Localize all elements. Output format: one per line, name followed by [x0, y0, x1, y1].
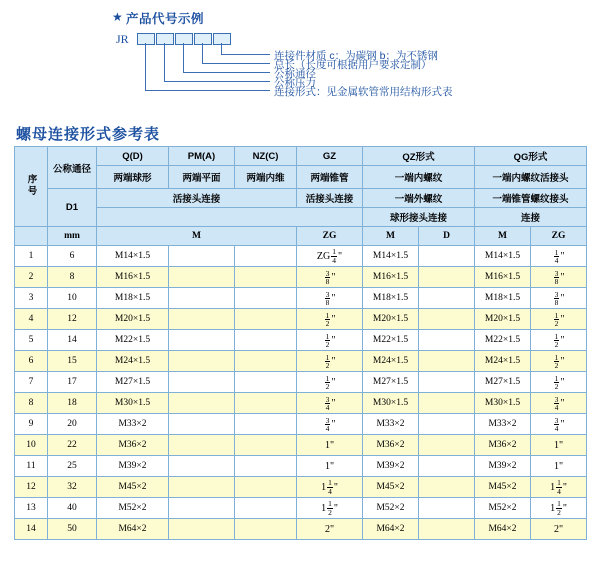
cell-qz-d: [419, 435, 475, 456]
spec-table: [14, 146, 587, 540]
cell-qz-d: [419, 414, 475, 435]
cell-pm: [169, 477, 235, 498]
cell-qg-m: M39×2: [475, 456, 531, 477]
cell-qz-m: M52×2: [363, 498, 419, 519]
cell-gz: 1": [297, 435, 363, 456]
cell-seq: 5: [15, 330, 48, 351]
cell-nz: [235, 456, 297, 477]
table-title: 螺母连接形式参考表: [16, 126, 161, 143]
cell-dn: 40: [48, 498, 97, 519]
cell-seq: 12: [15, 477, 48, 498]
cell-dn: 12: [48, 309, 97, 330]
cell-qz-m: M20×1.5: [363, 309, 419, 330]
head-row-sub: [15, 189, 587, 208]
cell-seq: 3: [15, 288, 48, 309]
cell-dn: 14: [48, 330, 97, 351]
cell-seq: 8: [15, 393, 48, 414]
cell-q: M33×2: [97, 414, 169, 435]
leader-line-v3: [183, 43, 184, 72]
table-row: [15, 267, 587, 288]
cell-gz: $\frac{1}{2}$ ": [297, 309, 363, 330]
cell-qz-d: [419, 288, 475, 309]
cell-qg-zg: $\frac{1}{2}$ ": [531, 372, 587, 393]
cell-nz: [235, 477, 297, 498]
cell-qz-m: M14×1.5: [363, 246, 419, 267]
cell-qg-zg: $\frac{3}{4}$ ": [531, 393, 587, 414]
cell-nz: [235, 414, 297, 435]
cell-qz-m: M27×1.5: [363, 372, 419, 393]
cell-pm: [169, 414, 235, 435]
cell-seq: 6: [15, 351, 48, 372]
cell-q: M45×2: [97, 477, 169, 498]
cell-qz-m: M45×2: [363, 477, 419, 498]
cell-qz-m: M18×1.5: [363, 288, 419, 309]
cell-qg-m: M27×1.5: [475, 372, 531, 393]
cell-qg-m: M30×1.5: [475, 393, 531, 414]
cell-gz: $\frac{1}{2}$ ": [297, 351, 363, 372]
cell-pm: [169, 519, 235, 540]
cell-qg-zg: $\frac{1}{2}$ ": [531, 351, 587, 372]
th-code-q: Q(D): [97, 147, 169, 166]
table-row: [15, 435, 587, 456]
cell-dn: 8: [48, 267, 97, 288]
cell-dn: 17: [48, 372, 97, 393]
cell-pm: [169, 330, 235, 351]
cell-qg-zg: $\frac{3}{4}$ ": [531, 414, 587, 435]
cell-qg-m: M22×1.5: [475, 330, 531, 351]
cell-nz: [235, 288, 297, 309]
th-code-gz: GZ: [297, 147, 363, 166]
cell-dn: 6: [48, 246, 97, 267]
cell-qg-m: M14×1.5: [475, 246, 531, 267]
th-desc-gz: 两端锥管: [297, 166, 363, 189]
table-row: [15, 519, 587, 540]
cell-dn: 20: [48, 414, 97, 435]
cell-gz: 2": [297, 519, 363, 540]
cell-gz: $\frac{1}{2}$ ": [297, 372, 363, 393]
th-sub-qg: 连接: [475, 208, 587, 227]
cell-seq: 9: [15, 414, 48, 435]
th-code-pm: PM(A): [169, 147, 235, 166]
cell-qz-d: [419, 351, 475, 372]
cell-q: M36×2: [97, 435, 169, 456]
leader-line-v2: [164, 43, 165, 81]
cell-nz: [235, 498, 297, 519]
cell-q: M18×1.5: [97, 288, 169, 309]
cell-qz-m: M39×2: [363, 456, 419, 477]
th-desc-qg-2: 一端锥管螺纹接头: [475, 189, 587, 208]
head-row-code: [15, 147, 587, 166]
cell-dn: 32: [48, 477, 97, 498]
th-code-nz: NZ(C): [235, 147, 297, 166]
cell-q: M16×1.5: [97, 267, 169, 288]
table-row: [15, 498, 587, 519]
th-code-qz: QZ形式: [363, 147, 475, 166]
cell-dn: 50: [48, 519, 97, 540]
cell-nz: [235, 435, 297, 456]
cell-gz: 1": [297, 456, 363, 477]
cell-qg-m: M20×1.5: [475, 309, 531, 330]
table-row: [15, 372, 587, 393]
th-d1: D1: [48, 189, 97, 227]
table-row: [15, 456, 587, 477]
cell-qz-m: M36×2: [363, 435, 419, 456]
leader-line-h1: [145, 90, 270, 91]
cell-dn: 10: [48, 288, 97, 309]
cell-nz: [235, 372, 297, 393]
leader-line-h4: [202, 63, 270, 64]
cell-nz: [235, 267, 297, 288]
cell-qz-m: M22×1.5: [363, 330, 419, 351]
star-icon: ★: [112, 10, 123, 24]
leader-line-h5: [221, 54, 270, 55]
th-unit-qg-m: M: [475, 227, 531, 246]
cell-pm: [169, 246, 235, 267]
cell-qz-d: [419, 498, 475, 519]
code-box-1: [137, 33, 155, 45]
cell-gz: 1 $\frac{1}{4}$ ": [297, 477, 363, 498]
cell-pm: [169, 498, 235, 519]
cell-qg-zg: $\frac{1}{2}$ ": [531, 330, 587, 351]
th-dn: 公称通径: [48, 147, 97, 189]
cell-dn: 25: [48, 456, 97, 477]
cell-seq: 7: [15, 372, 48, 393]
cell-nz: [235, 393, 297, 414]
cell-q: M14×1.5: [97, 246, 169, 267]
cell-gz: 1 $\frac{1}{2}$ ": [297, 498, 363, 519]
cell-qg-zg: 1": [531, 435, 587, 456]
cell-pm: [169, 435, 235, 456]
legend-diameter: 公称通径: [274, 68, 316, 80]
cell-seq: 1: [15, 246, 48, 267]
cell-seq: 14: [15, 519, 48, 540]
th-desc-q: 两端球形: [97, 166, 169, 189]
legend-pressure: 公称压力: [274, 77, 316, 89]
th-desc-pm: 两端平面: [169, 166, 235, 189]
th-desc-nz: 两端内维: [235, 166, 297, 189]
code-box-4: [194, 33, 212, 45]
legend-length: 总长（长度可根据用户要求定制）: [274, 59, 432, 71]
cell-seq: 4: [15, 309, 48, 330]
th-code-qg: QG形式: [475, 147, 587, 166]
code-box-2: [156, 33, 174, 45]
cell-qz-d: [419, 372, 475, 393]
cell-dn: 15: [48, 351, 97, 372]
cell-gz: $\frac{1}{2}$ ": [297, 330, 363, 351]
cell-qz-m: M64×2: [363, 519, 419, 540]
table-body: [15, 246, 587, 540]
leader-line-v1: [145, 43, 146, 90]
cell-qg-zg: $\frac{1}{2}$ ": [531, 309, 587, 330]
cell-qg-m: M24×1.5: [475, 351, 531, 372]
cell-qz-d: [419, 519, 475, 540]
cell-qz-d: [419, 330, 475, 351]
leader-line-h2: [164, 81, 270, 82]
legend-material: 连接件材质 c：为碳钢 b：为不锈钢: [274, 50, 438, 62]
cell-qg-zg: 1 $\frac{1}{4}$ ": [531, 477, 587, 498]
cell-qg-m: M45×2: [475, 477, 531, 498]
head-row-desc: [15, 166, 587, 189]
cell-gz: $\frac{3}{4}$ ": [297, 414, 363, 435]
legend-connection: 连接形式：见金属软管常用结构形式表: [274, 86, 453, 98]
cell-pm: [169, 372, 235, 393]
leader-line-v5: [221, 43, 222, 54]
cell-q: M22×1.5: [97, 330, 169, 351]
cell-qg-m: M36×2: [475, 435, 531, 456]
table-head: [15, 147, 587, 246]
code-box-5: [213, 33, 231, 45]
cell-pm: [169, 267, 235, 288]
th-unit-qg-zg: ZG: [531, 227, 587, 246]
cell-q: M20×1.5: [97, 309, 169, 330]
cell-q: M24×1.5: [97, 351, 169, 372]
th-sub-activejoint: 活接头连接: [97, 189, 297, 208]
cell-pm: [169, 393, 235, 414]
cell-qz-m: M16×1.5: [363, 267, 419, 288]
th-unit-seq: [15, 227, 48, 246]
diagram-title: 产品代号示例: [126, 12, 205, 26]
th-desc-qg: 一端内螺纹活接头: [475, 166, 587, 189]
leader-line-v4: [202, 43, 203, 63]
table-row: [15, 330, 587, 351]
table-row: [15, 309, 587, 330]
cell-gz: $\frac{3}{8}$ ": [297, 288, 363, 309]
cell-seq: 10: [15, 435, 48, 456]
cell-pm: [169, 351, 235, 372]
cell-qz-d: [419, 456, 475, 477]
cell-qg-zg: 1": [531, 456, 587, 477]
cell-dn: 18: [48, 393, 97, 414]
cell-qg-m: M64×2: [475, 519, 531, 540]
cell-qg-m: M16×1.5: [475, 267, 531, 288]
cell-q: M27×1.5: [97, 372, 169, 393]
cell-qg-m: M52×2: [475, 498, 531, 519]
cell-seq: 13: [15, 498, 48, 519]
cell-gz: $\frac{3}{4}$ ": [297, 393, 363, 414]
cell-nz: [235, 519, 297, 540]
table-row: [15, 477, 587, 498]
code-box-3: [175, 33, 193, 45]
th-unit-qz-m: M: [363, 227, 419, 246]
cell-pm: [169, 288, 235, 309]
th-blank-sub: [97, 208, 363, 227]
head-row-sub2: [15, 208, 587, 227]
cell-qg-m: M18×1.5: [475, 288, 531, 309]
cell-q: M64×2: [97, 519, 169, 540]
th-unit-qz-d: D: [419, 227, 475, 246]
cell-q: M30×1.5: [97, 393, 169, 414]
cell-qz-m: M30×1.5: [363, 393, 419, 414]
cell-qg-zg: 2": [531, 519, 587, 540]
cell-qg-zg: $\frac{3}{8}$ ": [531, 288, 587, 309]
table-row: [15, 351, 587, 372]
table-row: [15, 393, 587, 414]
cell-qz-d: [419, 309, 475, 330]
th-desc-qz: 一端内螺纹: [363, 166, 475, 189]
cell-qz-d: [419, 393, 475, 414]
cell-nz: [235, 309, 297, 330]
th-seq: 序号: [15, 147, 48, 227]
cell-seq: 2: [15, 267, 48, 288]
head-row-unit: [15, 227, 587, 246]
cell-nz: [235, 330, 297, 351]
cell-gz: ZG $\frac{1}{4}$ ": [297, 246, 363, 267]
product-code-diagram: [0, 0, 600, 118]
cell-dn: 22: [48, 435, 97, 456]
cell-qz-d: [419, 246, 475, 267]
table-row: [15, 246, 587, 267]
cell-nz: [235, 351, 297, 372]
table-row: [15, 414, 587, 435]
cell-pm: [169, 456, 235, 477]
nut-connection-table: [14, 146, 586, 540]
cell-qg-zg: $\frac{3}{8}$ ": [531, 267, 587, 288]
cell-qg-zg: $\frac{1}{4}$ ": [531, 246, 587, 267]
code-prefix: JR: [116, 32, 129, 46]
cell-qz-d: [419, 477, 475, 498]
th-desc-qz-2: 一端外螺纹: [363, 189, 475, 208]
cell-nz: [235, 246, 297, 267]
cell-q: M39×2: [97, 456, 169, 477]
cell-pm: [169, 309, 235, 330]
cell-qz-d: [419, 267, 475, 288]
th-sub-qz: 球形接头连接: [363, 208, 475, 227]
th-unit-zg: ZG: [297, 227, 363, 246]
th-sub-gz: 活接头连接: [297, 189, 363, 208]
cell-gz: $\frac{3}{8}$ ": [297, 267, 363, 288]
cell-q: M52×2: [97, 498, 169, 519]
th-unit-mm: mm: [48, 227, 97, 246]
table-row: [15, 288, 587, 309]
leader-line-h3: [183, 72, 270, 73]
cell-qg-zg: 1 $\frac{1}{2}$ ": [531, 498, 587, 519]
cell-seq: 11: [15, 456, 48, 477]
th-unit-m: M: [97, 227, 297, 246]
cell-qg-m: M33×2: [475, 414, 531, 435]
cell-qz-m: M24×1.5: [363, 351, 419, 372]
cell-qz-m: M33×2: [363, 414, 419, 435]
